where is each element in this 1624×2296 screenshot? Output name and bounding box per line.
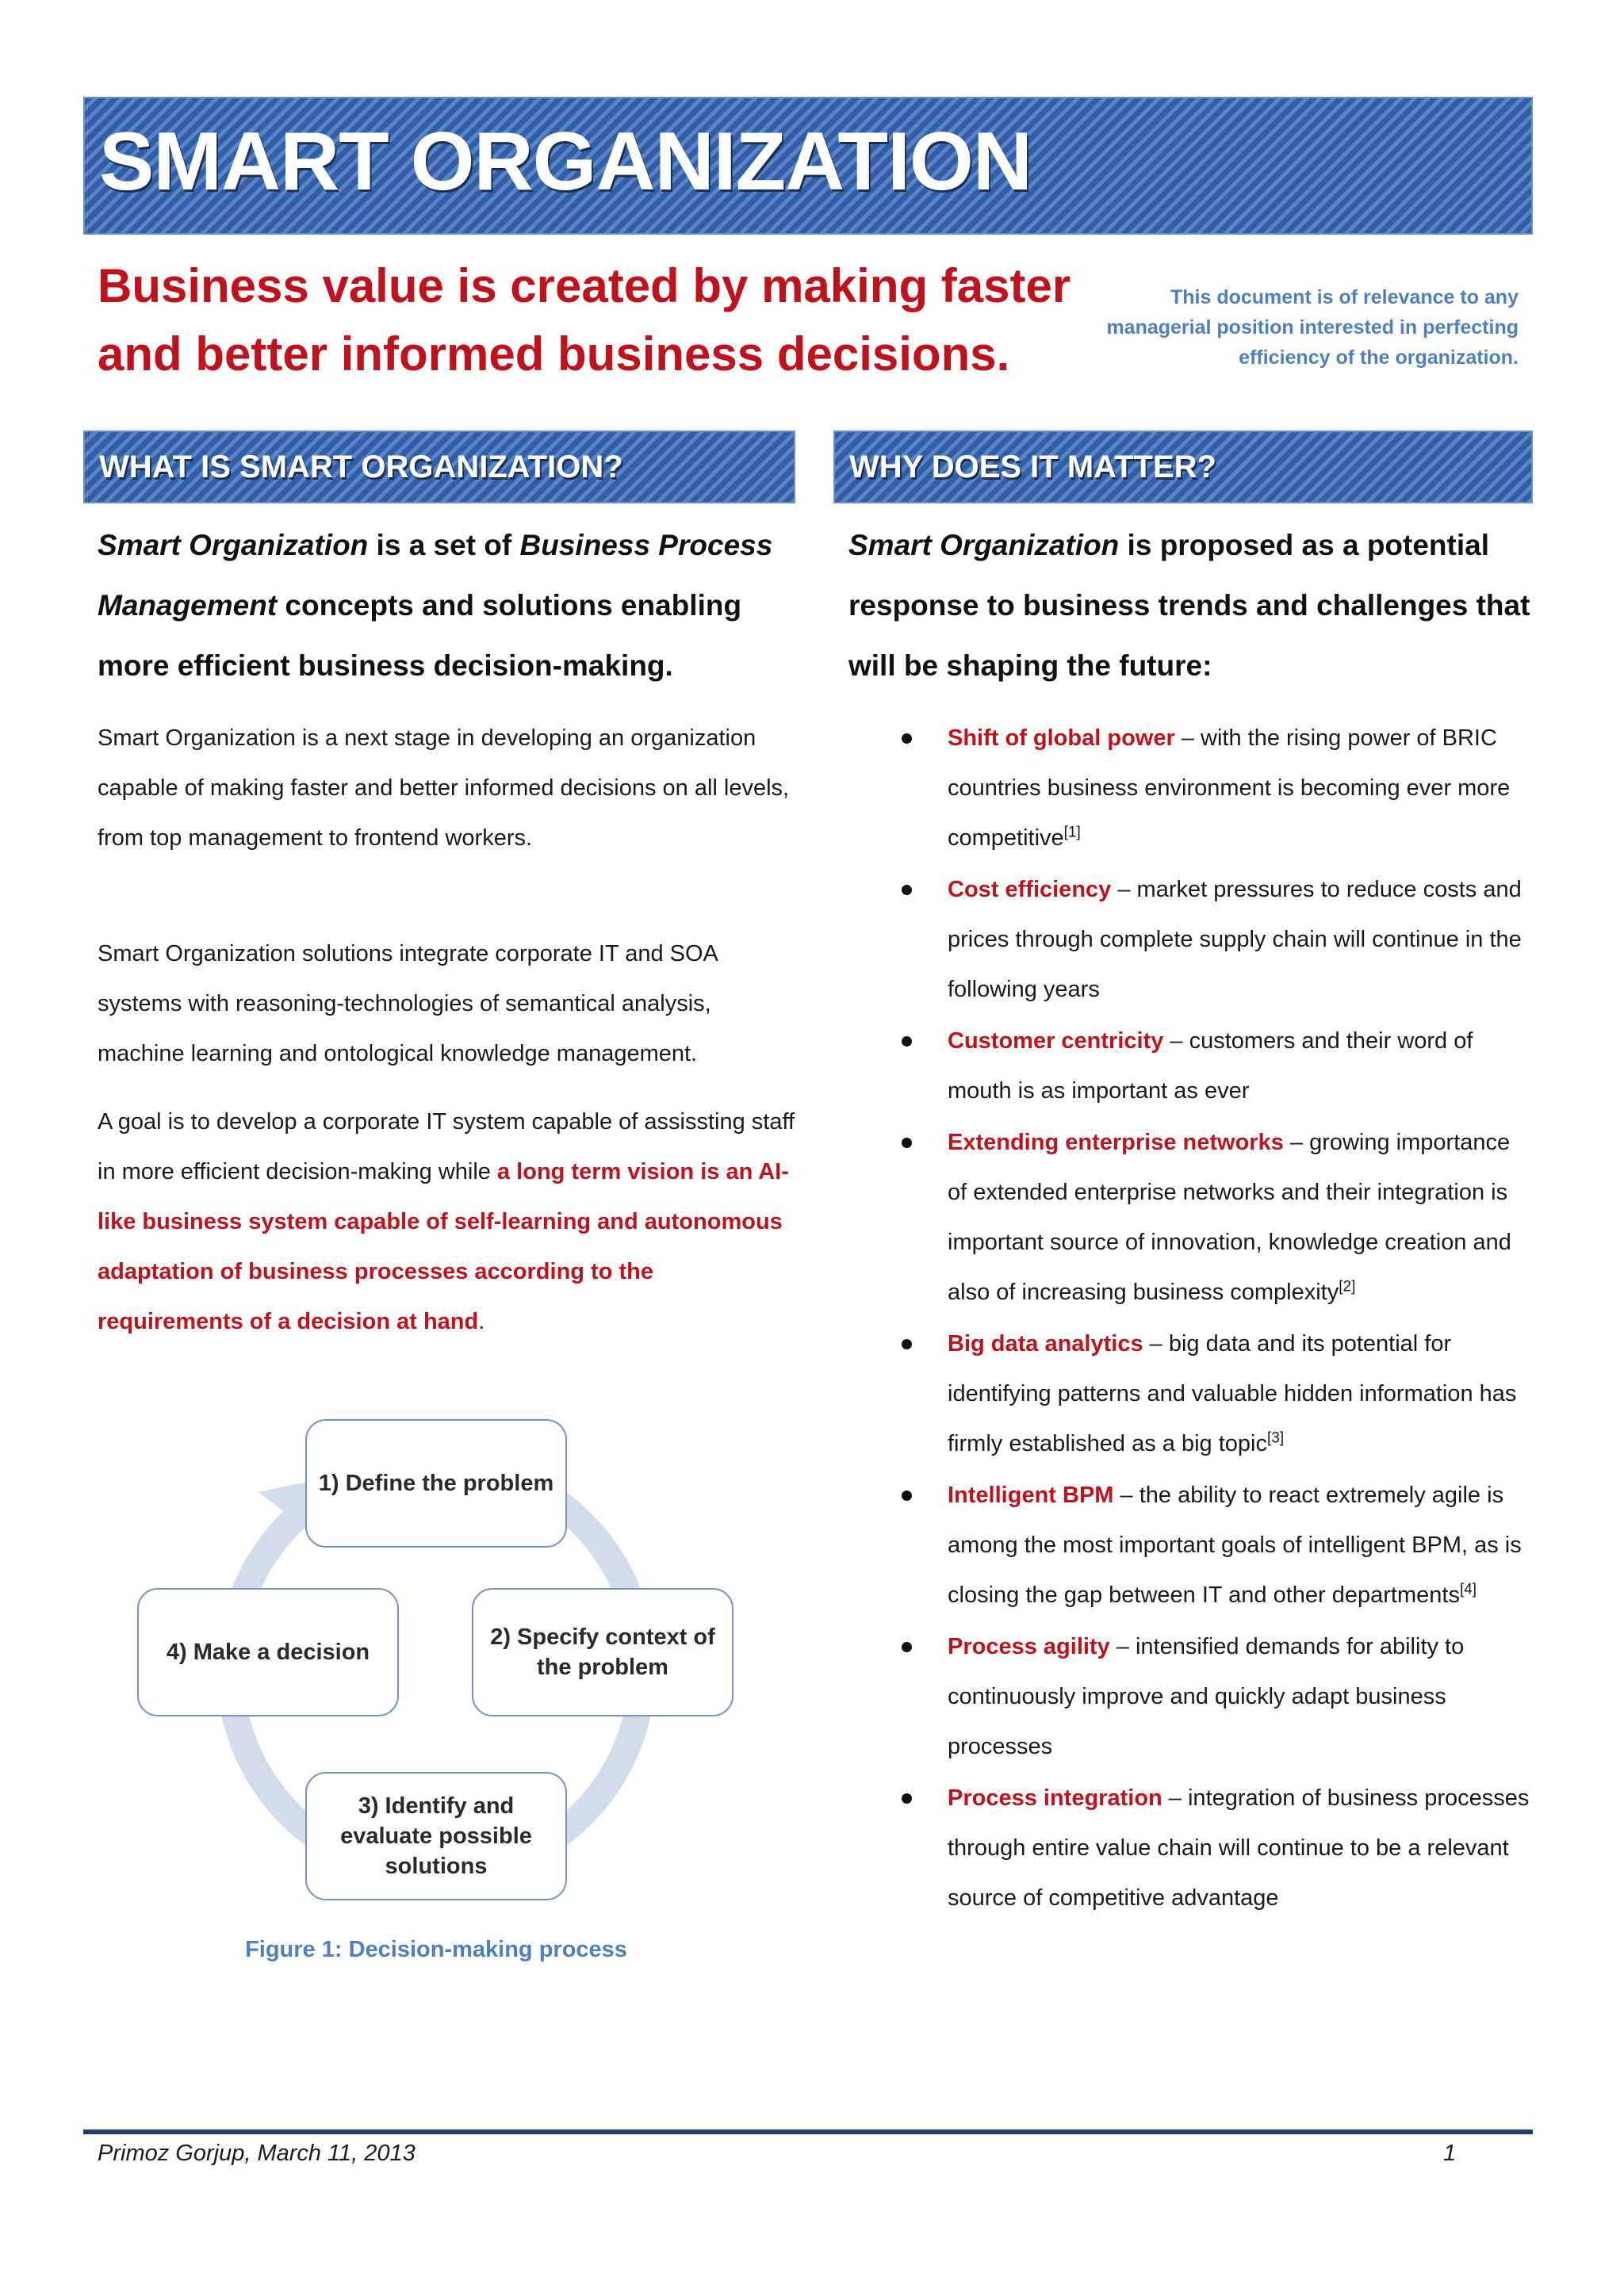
step-make-decision: 4) Make a decision xyxy=(137,1588,399,1716)
trend-list xyxy=(876,714,1530,1925)
section-heading-why-label: WHY DOES IT MATTER? xyxy=(849,450,1216,484)
lead-term: Smart Organization xyxy=(98,529,369,561)
body-paragraph-2: Smart Organization solutions integrate corporate IT and SOA systems with reasoning-technologies of semantical analysis, machine learning and ontological knowledge management. xyxy=(98,941,718,1066)
step-define-problem: 1) Define the problem xyxy=(305,1419,567,1548)
left-lead-paragraph xyxy=(98,515,795,696)
section-heading-what xyxy=(83,430,795,503)
relevance-note: This document is of relevance to any managerial position interested in perfecting efficiency of the organization. xyxy=(1106,286,1519,369)
body-paragraph-1: Smart Organization is a next stage in developing an organization capable of making faster and better informed decisions on all levels, from top management to frontend workers. xyxy=(98,725,790,851)
lead-term: Smart Organization xyxy=(848,529,1120,561)
list-item xyxy=(876,1016,1530,1116)
lead-text: is proposed as a potential response to business trends and challenges that will be shaping the future: xyxy=(848,529,1530,682)
step-specify-context: 2) Specify context of the problem xyxy=(472,1588,733,1716)
list-item xyxy=(876,1622,1530,1772)
tagline: Business value is created by making faster and better informed business decisions. xyxy=(98,259,1071,381)
paragraph-text: A goal is to develop a corporate IT system capable of assissting staff in more efficient decision-making while xyxy=(98,1109,795,1184)
lead-text: is a set of xyxy=(368,529,520,561)
list-item xyxy=(876,865,1530,1015)
bullet-icon xyxy=(902,1036,912,1047)
bullet-icon xyxy=(902,1793,912,1804)
trend-text: – market pressures to reduce costs and prices through complete supply chain will continue in the following years xyxy=(948,877,1522,1002)
list-item xyxy=(876,1471,1530,1621)
paragraph-end: . xyxy=(478,1309,485,1334)
lead-text: concepts and solutions enabling more efficient business decision-making. xyxy=(98,589,742,682)
list-item xyxy=(876,1319,1530,1469)
trend-term: Cost efficiency xyxy=(948,877,1112,902)
trend-text: – big data and its potential for identifying patterns and valuable hidden information has firmly established as a big topic xyxy=(948,1331,1517,1456)
trend-text: – customers and their word of mouth is as important as ever xyxy=(948,1028,1473,1104)
trend-text: – integration of business processes through entire value chain will continue to be a relevant source of competitive advantage xyxy=(948,1785,1530,1911)
trend-text: – with the rising power of BRIC countries business environment is becoming ever more competitive xyxy=(948,725,1511,851)
reference-mark: [1] xyxy=(1063,824,1081,841)
trend-term: Intelligent BPM xyxy=(948,1483,1114,1508)
trend-term: Shift of global power xyxy=(948,725,1175,751)
decision-cycle-diagram xyxy=(127,1419,745,1927)
list-item xyxy=(876,714,1530,863)
lead-term: Business Process Management xyxy=(98,529,773,622)
bullet-icon xyxy=(902,733,912,744)
footer-author-date: Primoz Gorjup, March 11, 2013 xyxy=(98,2141,416,2166)
trend-term: Extending enterprise networks xyxy=(948,1130,1284,1155)
trend-term: Customer centricity xyxy=(948,1028,1164,1054)
page-number: 1 xyxy=(1443,2141,1457,2166)
bullet-icon xyxy=(902,1490,912,1501)
list-item xyxy=(876,1774,1530,1923)
right-lead-paragraph xyxy=(848,515,1530,696)
reference-mark: [3] xyxy=(1266,1429,1285,1447)
bullet-icon xyxy=(902,1642,912,1652)
footer-rule xyxy=(83,2130,1533,2134)
body-paragraph-3 xyxy=(98,1097,795,1347)
trend-text: – intensified demands for ability to continuously improve and quickly adapt business processes xyxy=(948,1634,1465,1759)
section-heading-why xyxy=(833,430,1533,503)
trend-term: Process agility xyxy=(948,1634,1110,1659)
trend-term: Process integration xyxy=(948,1785,1162,1811)
reference-mark: [2] xyxy=(1339,1278,1356,1295)
trend-text: – growing importance of extended enterprise networks and their integration is important source of innovation, knowledge creation and also of increasing business complexity xyxy=(948,1130,1511,1305)
title-banner xyxy=(83,97,1533,235)
trend-term: Big data analytics xyxy=(948,1331,1143,1357)
bullet-icon xyxy=(902,1339,912,1349)
step-identify-solutions: 3) Identify and evaluate possible solutions xyxy=(305,1772,567,1900)
trend-text: – the ability to react extremely agile is among the most important goals of intelligent BPM, as is closing the gap between IT and other departments xyxy=(948,1483,1522,1608)
bullet-icon xyxy=(902,885,912,895)
figure-caption: Figure 1: Decision-making process xyxy=(245,1937,627,1962)
list-item xyxy=(876,1118,1530,1318)
vision-highlight: a long term vision is an AI-like business system capable of self-learning and autonomous adaptation of business processes according to the requirements of a decision at hand xyxy=(98,1159,789,1334)
bullet-icon xyxy=(902,1138,912,1148)
document-title: SMART ORGANIZATION xyxy=(99,116,1032,208)
section-heading-what-label: WHAT IS SMART ORGANIZATION? xyxy=(99,450,623,484)
reference-mark: [4] xyxy=(1459,1581,1477,1598)
